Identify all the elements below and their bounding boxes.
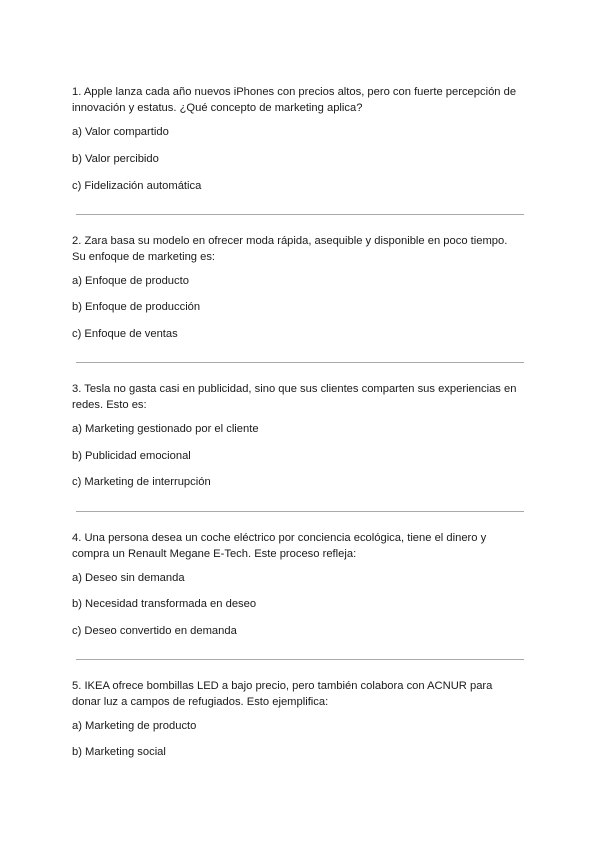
question-4-option-a: a) Deseo sin demanda [72, 572, 185, 584]
question-2-text: 2. Zara basa su modelo en ofrecer moda rápida, asequible y disponible en poco tiempo. Su enfoque de marketing es: [72, 235, 508, 263]
question-2-option-c: c) Enfoque de ventas [72, 328, 178, 340]
divider-1 [76, 214, 524, 215]
question-2-option-b: b) Enfoque de producción [72, 301, 201, 313]
divider-4 [76, 659, 524, 660]
question-1-text: 1. Apple lanza cada año nuevos iPhones con precios altos, pero con fuerte percepción de innovación y estatus. ¿Qué concepto de marketing aplica? [72, 86, 517, 114]
question-5-text: 5. IKEA ofrece bombillas LED a bajo precio, pero también colabora con ACNUR para donar luz a campos de refugiados. Esto ejemplifica: [72, 680, 493, 708]
divider-3 [76, 511, 524, 512]
question-4-option-c: c) Deseo convertido en demanda [72, 625, 237, 637]
question-5-option-a: a) Marketing de producto [72, 720, 197, 732]
question-3-text: 3. Tesla no gasta casi en publicidad, sino que sus clientes comparten sus experiencias en redes. Esto es: [72, 383, 517, 411]
question-3 [72, 381, 524, 488]
question-4-option-b: b) Necesidad transformada en deseo [72, 598, 257, 610]
question-1-option-b: b) Valor percibido [72, 153, 159, 165]
divider-2 [76, 362, 524, 363]
question-4 [72, 530, 524, 637]
question-5-option-b: b) Marketing social [72, 746, 166, 758]
question-5 [72, 678, 524, 758]
question-3-option-c: c) Marketing de interrupción [72, 476, 211, 488]
question-3-option-b: b) Publicidad emocional [72, 450, 191, 462]
question-1-option-a: a) Valor compartido [72, 126, 169, 138]
question-1 [72, 84, 524, 192]
question-1-option-c: c) Fidelización automática [72, 180, 202, 192]
question-3-option-a: a) Marketing gestionado por el cliente [72, 423, 259, 435]
question-2 [72, 233, 524, 340]
question-4-text: 4. Una persona desea un coche eléctrico por conciencia ecológica, tiene el dinero y compra un Renault Megane E-Tech. Este proceso refleja: [72, 532, 487, 560]
question-2-option-a: a) Enfoque de producto [72, 275, 189, 287]
